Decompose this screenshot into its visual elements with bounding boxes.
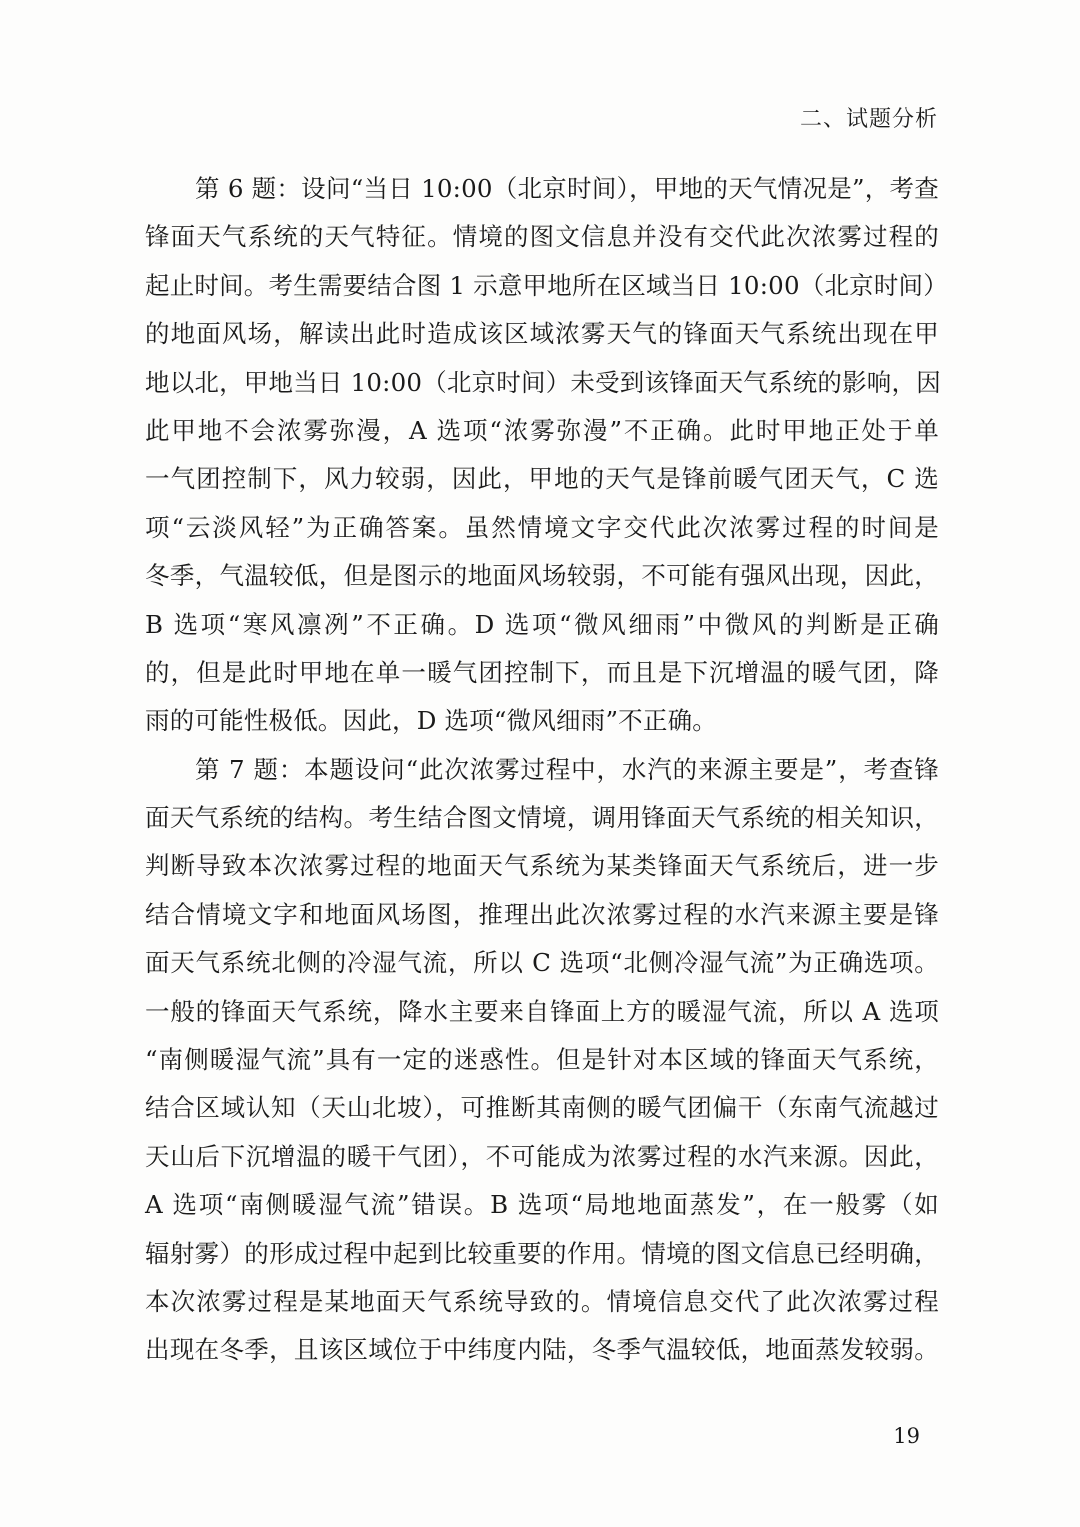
paragraph-question-7 — [145, 746, 939, 1375]
text-line: 项“云淡风轻”为正确答案。虽然情境文字交代此次浓雾过程的时间是 — [145, 512, 939, 542]
text-line: 判断导致本次浓雾过程的地面天气系统为某类锋面天气系统后，进一步 — [145, 851, 939, 881]
text-line: 地以北，甲地当日 10:00（北京时间）未受到该锋面天气系统的影响，因 — [145, 367, 941, 397]
text-line: 起止时间。考生需要结合图 1 示意甲地所在区域当日 10:00（北京时间） — [145, 270, 948, 300]
paragraph-question-6 — [145, 165, 948, 746]
body-text — [145, 165, 948, 1375]
text-line: 冬季，气温较低，但是图示的地面风场较弱，不可能有强风出现，因此， — [145, 561, 939, 591]
text-line: 一气团控制下，风力较弱，因此，甲地的天气是锋前暖气团天气，C 选 — [145, 464, 939, 494]
text-line: 结合情境文字和地面风场图，推理出此次浓雾过程的水汽来源主要是锋 — [145, 899, 939, 929]
text-line: A 选项“南侧暖湿气流”错误。B 选项“局地地面蒸发”，在一般雾（如 — [145, 1190, 939, 1220]
text-line: “南侧暖湿气流”具有一定的迷惑性。但是针对本区域的锋面天气系统， — [145, 1045, 939, 1075]
text-line: 面天气系统的结构。考生结合图文情境，调用锋面天气系统的相关知识， — [145, 803, 939, 833]
text-line: B 选项“寒风凛冽”不正确。D 选项“微风细雨”中微风的判断是正确 — [145, 609, 939, 639]
page-number: 19 — [893, 1424, 920, 1448]
text-line: 的，但是此时甲地在单一暖气团控制下，而且是下沉增温的暖气团，降 — [145, 657, 939, 687]
text-line: 的地面风场，解读出此时造成该区域浓雾天气的锋面天气系统出现在甲 — [145, 319, 939, 349]
text-line: 天山后下沉增温的暖干气团），不可能成为浓雾过程的水汽来源。因此， — [145, 1141, 939, 1171]
text-line: 雨的可能性极低。因此，D 选项“微风细雨”不正确。 — [145, 706, 717, 736]
text-line: 本次浓雾过程是某地面天气系统导致的。情境信息交代了此次浓雾过程 — [145, 1286, 939, 1316]
text-line: 此甲地不会浓雾弥漫，A 选项“浓雾弥漫”不正确。此时甲地正处于单 — [145, 415, 939, 445]
text-line: 一般的锋面天气系统，降水主要来自锋面上方的暖湿气流，所以 A 选项 — [145, 996, 939, 1026]
text-line: 锋面天气系统的天气特征。情境的图文信息并没有交代此次浓雾过程的 — [145, 222, 939, 252]
text-line: 第 7 题：本题设问“此次浓雾过程中，水汽的来源主要是”，考查锋 — [195, 754, 939, 784]
text-line: 第 6 题：设问“当日 10:00（北京时间），甲地的天气情况是”，考查 — [195, 174, 939, 203]
text-line: 出现在冬季，且该区域位于中纬度内陆，冬季气温较低，地面蒸发较弱。 — [145, 1335, 939, 1365]
text-line: 结合区域认知（天山北坡），可推断其南侧的暖气团偏干（东南气流越过 — [145, 1093, 939, 1123]
running-header: 二、试题分析 — [799, 107, 938, 132]
text-line: 面天气系统北侧的冷湿气流，所以 C 选项“北侧冷湿气流”为正确选项。 — [145, 948, 939, 978]
text-line: 辐射雾）的形成过程中起到比较重要的作用。情境的图文信息已经明确， — [145, 1238, 939, 1268]
